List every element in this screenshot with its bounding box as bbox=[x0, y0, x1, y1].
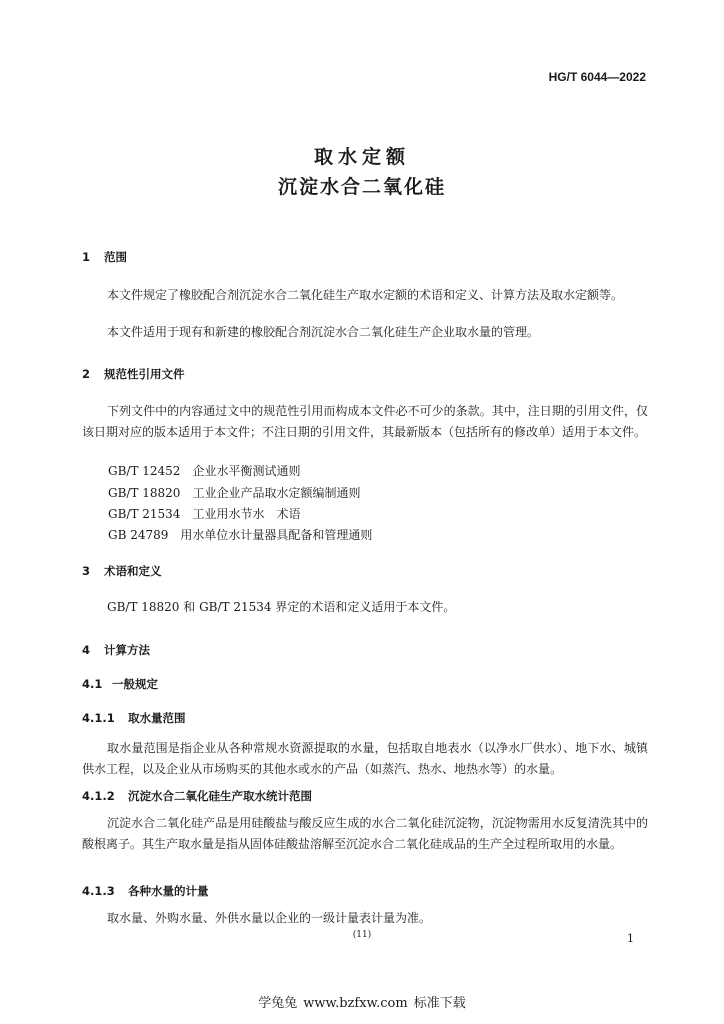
reference-code: GB/T 21534 bbox=[108, 507, 181, 521]
page-number: 1 bbox=[627, 932, 634, 945]
site-url[interactable]: www.bzfxw.com bbox=[303, 996, 408, 1011]
reference-title: 企业水平衡测试通则 bbox=[192, 464, 301, 478]
paragraph: 下列文件中的内容通过文中的规范性引用而构成本文件必不可少的条款。其中，注日期的引用文件，仅该日期对应的版本适用于本文件；不注日期的引用文件，其最新版本（包括所有的修改单）适用于本文件。 bbox=[82, 404, 648, 439]
section-heading-4-1 bbox=[82, 676, 158, 692]
site-name: 学兔兔 bbox=[258, 996, 298, 1011]
section-heading-4-1-1 bbox=[82, 710, 186, 726]
section-title: 术语和定义 bbox=[104, 564, 162, 578]
reference-item bbox=[108, 462, 300, 479]
section-title: 沉淀水合二氧化硅生产取水统计范围 bbox=[128, 789, 312, 803]
reference-title: 工业用水节水 术语 bbox=[192, 507, 301, 521]
section-title: 范围 bbox=[104, 250, 127, 264]
reference-title: 用水单位水计量器具配备和管理通则 bbox=[180, 528, 373, 542]
reference-code: GB 24789 bbox=[108, 528, 169, 542]
paragraph: 取水量范围是指企业从各种常规水资源提取的水量，包括取自地表水（以净水厂供水）、地下水、城镇供水工程，以及企业从市场购买的其他水或水的产品（如蒸汽、热水、地热水等）的水量。 bbox=[82, 741, 648, 776]
section-number: 1 bbox=[82, 250, 91, 264]
site-slogan: 标准下载 bbox=[413, 996, 466, 1011]
section-heading-2 bbox=[82, 366, 185, 382]
section-title: 取水量范围 bbox=[128, 711, 186, 725]
section-number: 4 bbox=[82, 643, 91, 657]
standard-code: HG/T 6044—2022 bbox=[548, 70, 646, 84]
reference-code: GB/T 12452 bbox=[108, 464, 181, 478]
section-number: 3 bbox=[82, 564, 91, 578]
section-heading-3 bbox=[82, 563, 162, 579]
section-number: 4.1.3 bbox=[82, 884, 115, 898]
paragraph: 本文件适用于现有和新建的橡胶配合剂沉淀水合二氧化硅生产企业取水量的管理。 bbox=[107, 325, 540, 339]
document-title: 取水定额 bbox=[313, 146, 410, 168]
section-number: 4.1.2 bbox=[82, 789, 115, 803]
site-footer bbox=[0, 992, 724, 1011]
section-title: 计算方法 bbox=[104, 643, 150, 657]
reference-code: GB/T 18820 bbox=[108, 486, 181, 500]
paragraph: 沉淀水合二氧化硅产品是用硅酸盐与酸反应生成的水合二氧化硅沉淀物，沉淀物需用水反复清洗其中的酸根离子。其生产取水量是指从固体硅酸盐溶解至沉淀水合二氧化硅成品的生产全过程所取用的水量。 bbox=[82, 816, 648, 851]
section-title: 一般规定 bbox=[112, 677, 158, 691]
section-title: 各种水量的计量 bbox=[128, 884, 209, 898]
paragraph: 取水量、外购水量、外供水量以企业的一级计量表计量为准。 bbox=[107, 911, 432, 925]
page-number-inner: (11) bbox=[352, 930, 372, 940]
section-number: 4.1.1 bbox=[82, 711, 115, 725]
section-number: 2 bbox=[82, 367, 91, 381]
reference-item bbox=[108, 526, 372, 543]
paragraph: 本文件规定了橡胶配合剂沉淀水合二氧化硅生产取水定额的术语和定义、计算方法及取水定额等。 bbox=[107, 288, 624, 302]
section-number: 4.1 bbox=[82, 677, 103, 691]
section-title: 规范性引用文件 bbox=[104, 367, 185, 381]
reference-title: 工业企业产品取水定额编制通则 bbox=[192, 486, 361, 500]
reference-item bbox=[108, 484, 360, 501]
section-heading-1 bbox=[82, 249, 127, 265]
reference-item bbox=[108, 505, 300, 522]
section-heading-4-1-3 bbox=[82, 883, 209, 899]
section-heading-4 bbox=[82, 642, 150, 658]
section-heading-4-1-2 bbox=[82, 788, 312, 804]
paragraph: GB/T 18820 和 GB/T 21534 界定的术语和定义适用于本文件。 bbox=[107, 600, 456, 614]
document-subtitle: 沉淀水合二氧化硅 bbox=[277, 176, 446, 198]
